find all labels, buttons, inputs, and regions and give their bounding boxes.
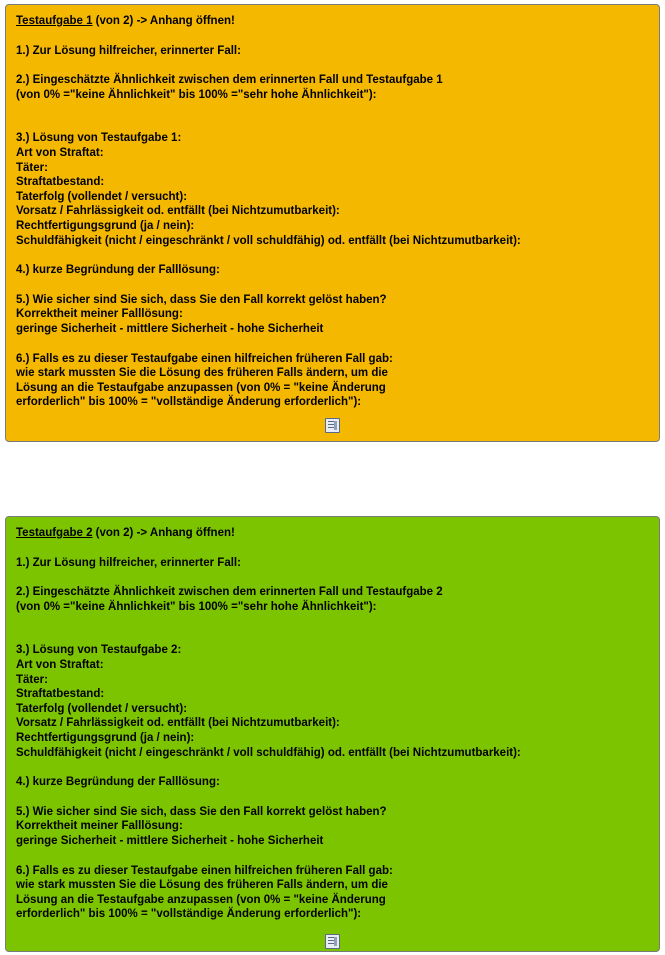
task-1-field-taterfolg: Taterfolg (vollendet / versucht): [16,190,188,203]
task-2-field-schuldfaehigkeit: Schuldfähigkeit (nicht / eingeschränkt / voll schuldfähig) od. entfällt (bei Nichtzumutbarkeit): [16,746,521,759]
task-1-question-5-line-2: Korrektheit meiner Falllösung: [16,308,183,321]
task-2-field-vorsatz: Vorsatz / Fahrlässigkeit od. entfällt (bei Nichtzumutbarkeit): [16,717,340,730]
task-2-question-6-line-2: wie stark mussten Sie die Lösung des früheren Falls ändern, um die [16,879,388,892]
task-1-question-5-scale: geringe Sicherheit - mittlere Sicherheit - hohe Sicherheit [16,322,324,335]
task-panel-2 [5,516,660,952]
task-1-question-2-line-2: (von 0% ="keine Ähnlichkeit" bis 100% ="sehr hohe Ähnlichkeit"): [16,88,377,101]
task-1-field-straftatbestand: Straftatbestand: [16,176,105,189]
task-2-question-6-line-3: Lösung an die Testaufgabe anzupassen (von 0% = "keine Änderung [16,893,386,906]
task-2-field-taterfolg: Taterfolg (vollendet / versucht): [16,702,188,715]
task-1-header [16,13,651,29]
task-1-title-link[interactable]: Testaufgabe 1 [16,15,93,27]
task-2-question-4: 4.) kurze Begründung der Falllösung: [16,776,220,789]
task-1-question-6-line-1: 6.) Falls es zu dieser Testaufgabe einen hilfreichen früheren Fall gab: [16,352,393,365]
task-1-field-art-von-straftat: Art von Straftat: [16,146,104,159]
task-1-field-taeter: Täter: [16,161,48,174]
task-1-attachment-area [0,418,665,433]
task-1-field-vorsatz: Vorsatz / Fahrlässigkeit od. entfällt (bei Nichtzumutbarkeit): [16,205,340,218]
task-1-question-2-line-1: 2.) Eingeschätzte Ähnlichkeit zwischen dem erinnerten Fall und Testaufgabe 1 [16,74,443,87]
task-2-header-suffix: (von 2) -> Anhang öffnen! [92,527,235,539]
document-icon[interactable] [325,934,340,949]
task-2-field-taeter: Täter: [16,673,48,686]
document-icon[interactable] [325,418,340,433]
task-1-question-1: 1.) Zur Lösung hilfreicher, erinnerter Fall: [16,44,241,57]
task-2-question-2-line-1: 2.) Eingeschätzte Ähnlichkeit zwischen dem erinnerten Fall und Testaufgabe 2 [16,586,443,599]
task-2-question-5-line-2: Korrektheit meiner Falllösung: [16,820,183,833]
task-1-header-suffix: (von 2) -> Anhang öffnen! [92,15,235,27]
task-1-field-rechtfertigungsgrund: Rechtfertigungsgrund (ja / nein): [16,219,195,232]
task-1-question-4: 4.) kurze Begründung der Falllösung: [16,264,220,277]
task-2-question-5-scale: geringe Sicherheit - mittlere Sicherheit - hohe Sicherheit [16,834,324,847]
task-2-attachment-area [0,934,665,949]
task-2-question-6-line-4: erforderlich" bis 100% = "vollständige Änderung erforderlich"): [16,908,362,921]
task-1-field-schuldfaehigkeit: Schuldfähigkeit (nicht / eingeschränkt / voll schuldfähig) od. entfällt (bei Nichtzumutbarkeit): [16,234,521,247]
task-2-title-link[interactable]: Testaufgabe 2 [16,527,93,539]
task-2-question-1: 1.) Zur Lösung hilfreicher, erinnerter Fall: [16,556,241,569]
task-2-question-2-line-2: (von 0% ="keine Ähnlichkeit" bis 100% ="sehr hohe Ähnlichkeit"): [16,600,377,613]
task-1-question-6-line-3: Lösung an die Testaufgabe anzupassen (von 0% = "keine Änderung [16,381,386,394]
task-1-question-3-title: 3.) Lösung von Testaufgabe 1: [16,132,182,145]
task-2-question-5-line-1: 5.) Wie sicher sind Sie sich, dass Sie den Fall korrekt gelöst haben? [16,805,387,818]
task-1-question-5-line-1: 5.) Wie sicher sind Sie sich, dass Sie den Fall korrekt gelöst haben? [16,293,387,306]
task-1-question-6-line-4: erforderlich" bis 100% = "vollständige Änderung erforderlich"): [16,396,362,409]
task-2-question-3-title: 3.) Lösung von Testaufgabe 2: [16,644,182,657]
task-2-question-6-line-1: 6.) Falls es zu dieser Testaufgabe einen hilfreichen früheren Fall gab: [16,864,393,877]
task-2-header [16,525,651,541]
task-panel-1 [5,4,660,442]
task-2-field-straftatbestand: Straftatbestand: [16,688,105,701]
task-2-field-art-von-straftat: Art von Straftat: [16,658,104,671]
task-2-field-rechtfertigungsgrund: Rechtfertigungsgrund (ja / nein): [16,731,195,744]
task-1-question-6-line-2: wie stark mussten Sie die Lösung des früheren Falls ändern, um die [16,367,388,380]
